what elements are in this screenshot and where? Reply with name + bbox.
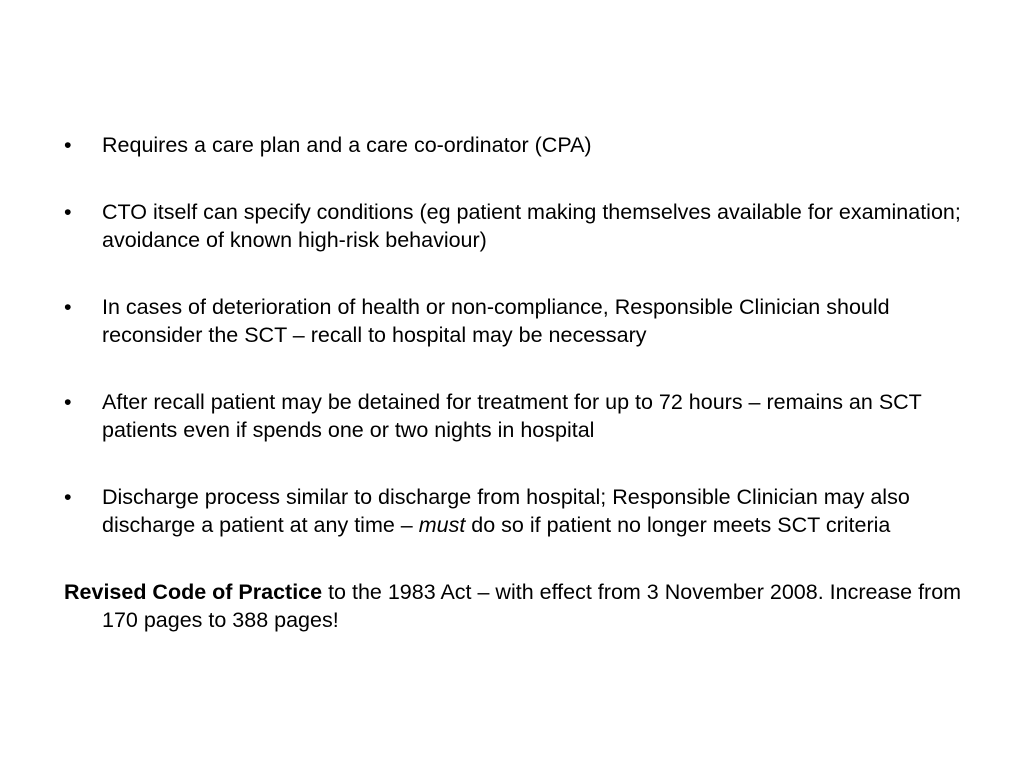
bullet-emphasis: must (418, 513, 466, 537)
bullet-item-1 (64, 131, 964, 159)
bullet-text (102, 483, 964, 539)
closing-text: to the 1983 Act – with effect from 3 November 2008. Increase from 170 pages to 388 pages! (102, 580, 962, 632)
bullet-text-before: Discharge process similar to discharge from hospital; Responsible Clinician may also discharge a patient at any time – (102, 485, 910, 537)
closing-paragraph (64, 578, 964, 634)
bullet-icon: • (64, 485, 72, 509)
bullet-icon: • (64, 133, 72, 157)
bullet-text: CTO itself can specify conditions (eg patient making themselves available for examination; avoidance of known high-risk behaviour) (102, 200, 961, 252)
bullet-text: Requires a care plan and a care co-ordinator (CPA) (102, 133, 592, 157)
bullet-icon: • (64, 200, 72, 224)
slide-content (64, 131, 964, 634)
bullet-item-3 (64, 293, 964, 349)
bullet-item-4 (64, 388, 964, 444)
bullet-text-after: do so if patient no longer meets SCT criteria (465, 513, 891, 537)
closing-bold-lead: Revised Code of Practice (64, 580, 323, 604)
bullet-icon: • (64, 295, 72, 319)
bullet-text: In cases of deterioration of health or non-compliance, Responsible Clinician should reconsider the SCT – recall to hospital may be necessary (102, 295, 890, 347)
bullet-item-2 (64, 198, 964, 254)
bullet-icon: • (64, 390, 72, 414)
bullet-text: After recall patient may be detained for treatment for up to 72 hours – remains an SCT patients even if spends one or two nights in hospital (102, 390, 922, 442)
bullet-item-5 (64, 483, 964, 539)
